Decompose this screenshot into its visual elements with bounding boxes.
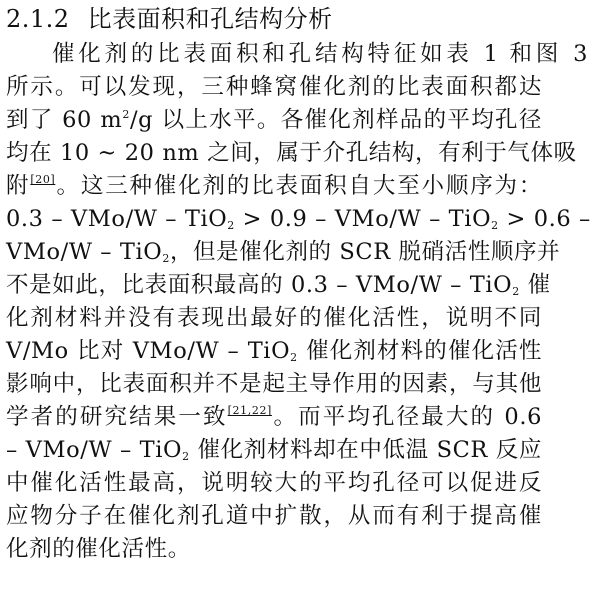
- subscript: 2: [290, 351, 298, 364]
- text-segment: 0.3 – VMo/W – TiO: [6, 206, 228, 232]
- subscript: 2: [491, 219, 499, 232]
- text-segment: 。而平均孔径最大的 0.6: [271, 404, 542, 430]
- text-segment: 应物分子在催化剂孔道中扩散，从而有利于提高催: [6, 503, 542, 529]
- text-segment: ，但是催化剂的 SCR 脱硝活性顺序并: [169, 239, 561, 265]
- text-line-7: [6, 236, 561, 269]
- paper-page: [6, 4, 591, 566]
- text-line-8: [6, 269, 551, 302]
- text-segment: VMo/W – TiO: [6, 239, 163, 265]
- text-segment: 到了 60 m: [6, 107, 123, 133]
- text-line-15: [6, 500, 542, 533]
- text-segment: 不是如此，比表面积最高的 0.3 – VMo/W – TiO: [6, 272, 513, 298]
- text-segment: 催化剂材料却在中低温 SCR 反应: [189, 437, 543, 463]
- text-segment: 催: [519, 272, 551, 298]
- text-segment: 学者的研究结果一致: [6, 404, 228, 430]
- text-line-14: [6, 467, 542, 500]
- text-segment: 所示。可以发现，三种蜂窝催化剂的比表面积都达: [6, 74, 542, 100]
- text-line-13: [6, 434, 542, 467]
- text-segment: 均在 10 ~ 20 nm 之间，属于介孔结构，有利于气体吸: [6, 140, 577, 166]
- subscript: 2: [512, 285, 520, 298]
- text-line-12: [6, 401, 542, 434]
- subscript: 2: [162, 252, 170, 265]
- text-segment: > 0.6 –: [498, 206, 591, 232]
- citation[interactable]: [20]: [30, 173, 56, 186]
- text-segment: V/Mo 比对 VMo/W – TiO: [6, 338, 291, 364]
- text-line-10: [6, 335, 542, 368]
- subscript: 2: [227, 219, 235, 232]
- text-line-16: [6, 533, 542, 566]
- text-segment: 化剂的催化活性。: [6, 536, 191, 562]
- text-segment: 催化剂的比表面积和孔结构特征如表 1 和图 3: [52, 41, 588, 67]
- section-title: 比表面积和孔结构分析: [87, 5, 333, 33]
- subscript: 2: [182, 450, 190, 463]
- section-heading: [6, 4, 542, 34]
- text-segment: 附: [6, 173, 31, 199]
- text-segment: > 0.9 – VMo/W – TiO: [234, 206, 492, 232]
- text-line-5: [6, 170, 542, 203]
- citation[interactable]: [21,22]: [227, 404, 272, 417]
- body-paragraph: [6, 38, 591, 566]
- text-line-2: [6, 71, 542, 104]
- text-line-4: [6, 137, 577, 170]
- text-line-6: [6, 203, 591, 236]
- text-segment: /g 以上水平。各催化剂样品的平均孔径: [129, 107, 542, 133]
- text-line-11: [6, 368, 542, 401]
- text-segment: 。这三种催化剂的比表面积自大至小顺序为：: [55, 173, 542, 199]
- text-segment: 化剂材料并没有表现出最好的催化活性，说明不同: [6, 305, 542, 331]
- text-segment: 影响中，比表面积并不是起主导作用的因素，与其他: [6, 371, 542, 397]
- text-line-1: [6, 38, 588, 71]
- text-line-3: [6, 104, 542, 137]
- text-segment: 中催化活性最高，说明较大的平均孔径可以促进反: [6, 470, 542, 496]
- section-number: 2.1.2: [6, 5, 70, 33]
- text-segment: 催化剂材料的催化活性: [297, 338, 542, 364]
- superscript: 2: [122, 108, 130, 121]
- text-line-9: [6, 302, 542, 335]
- text-segment: – VMo/W – TiO: [6, 437, 183, 463]
